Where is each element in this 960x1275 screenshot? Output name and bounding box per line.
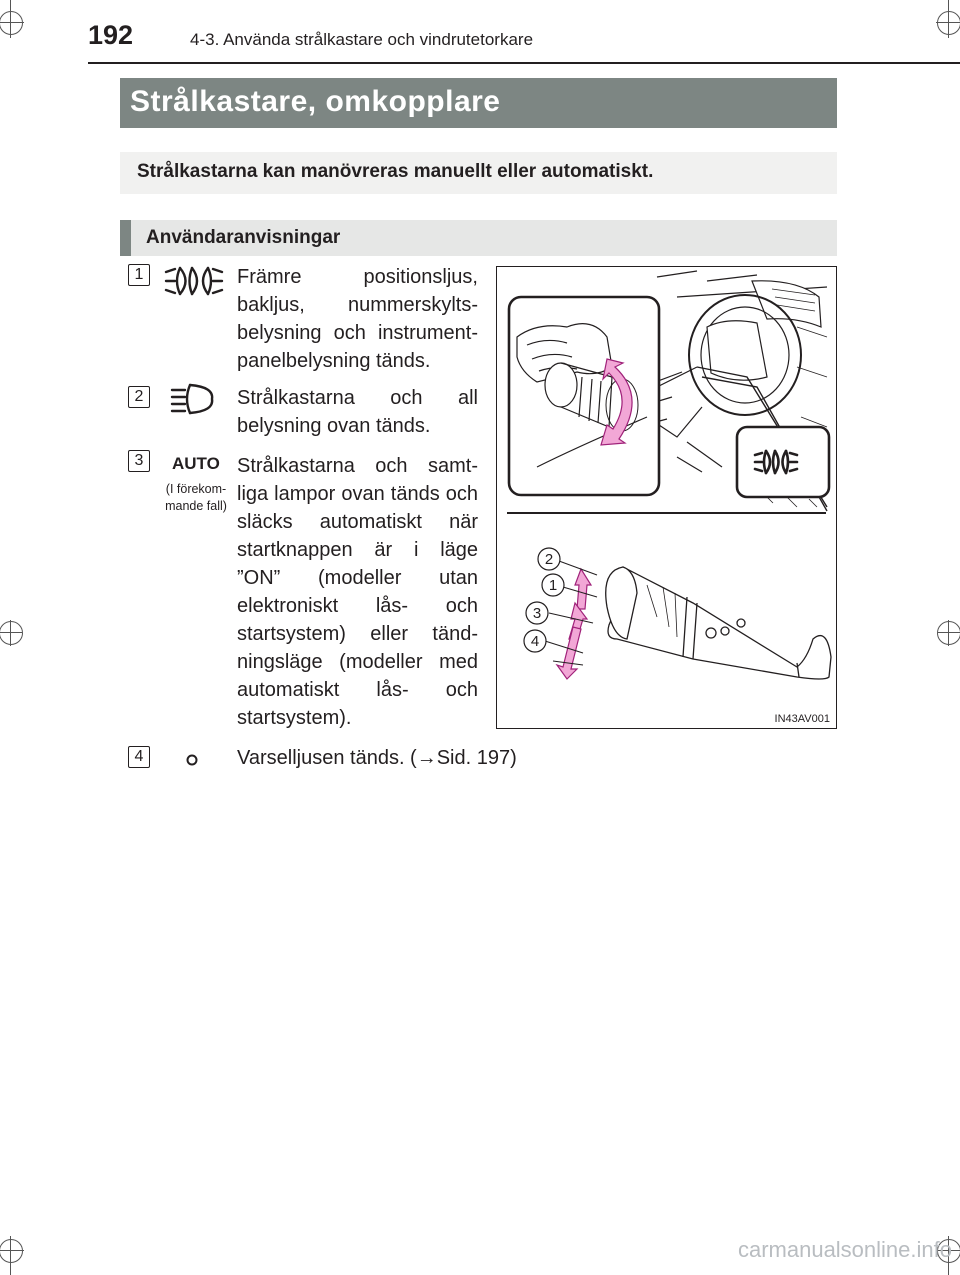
position-light-icon (164, 263, 224, 299)
intro-text: Strålkastarna kan manövreras manuellt eller automatiskt. (137, 161, 654, 182)
callout-4: 4 (530, 633, 540, 650)
availability-note: (I förekom-mande fall) (165, 482, 227, 513)
page-number: 192 (88, 20, 134, 50)
watermark: carmanualsonline.info (737, 1237, 952, 1262)
item-number-2: 2 (128, 386, 150, 408)
item-number-3: 3 (128, 450, 150, 472)
headlight-switch-figure (496, 266, 837, 729)
page-title-band (120, 78, 837, 128)
item-number-4: 4 (128, 746, 150, 768)
callout-2: 2 (544, 551, 554, 568)
item-text-1: Främre positionsljus, bakljus, nummerskylts-belysning och instrument-panelbelysning tänds. (237, 266, 478, 372)
item-text-4: Varselljusen tänds. (→Sid. 197) (237, 747, 517, 769)
switch-illustration (497, 267, 836, 728)
subheading: Användaranvisningar (146, 227, 341, 248)
callout-3: 3 (532, 605, 542, 622)
subheading-band (120, 220, 837, 256)
auto-icon: AUTO (172, 454, 220, 473)
headlight-icon (170, 381, 216, 417)
header-rule (88, 62, 960, 64)
off-position-icon (185, 753, 199, 767)
item-number-1: 1 (128, 264, 150, 286)
page-title: Strålkastare, omkopplare (130, 85, 501, 118)
running-head: 4-3. Använda strålkastare och vindrutetorkare (190, 30, 534, 49)
intro-box (120, 152, 837, 194)
figure-code: IN43AV001 (774, 713, 830, 725)
item-text-2: Strålkastarna och all belysning ovan tänds. (237, 387, 478, 437)
item-text-3: Strålkastarna och samt-liga lampor ovan tänds och släcks automatiskt när startknappen är i läge ”ON” (modeller utan elektroniskt lås- och startsystem) eller tänd-ningsläge (modeller med automatiskt lås- och startsystem). (237, 455, 478, 729)
callout-1: 1 (548, 577, 558, 594)
